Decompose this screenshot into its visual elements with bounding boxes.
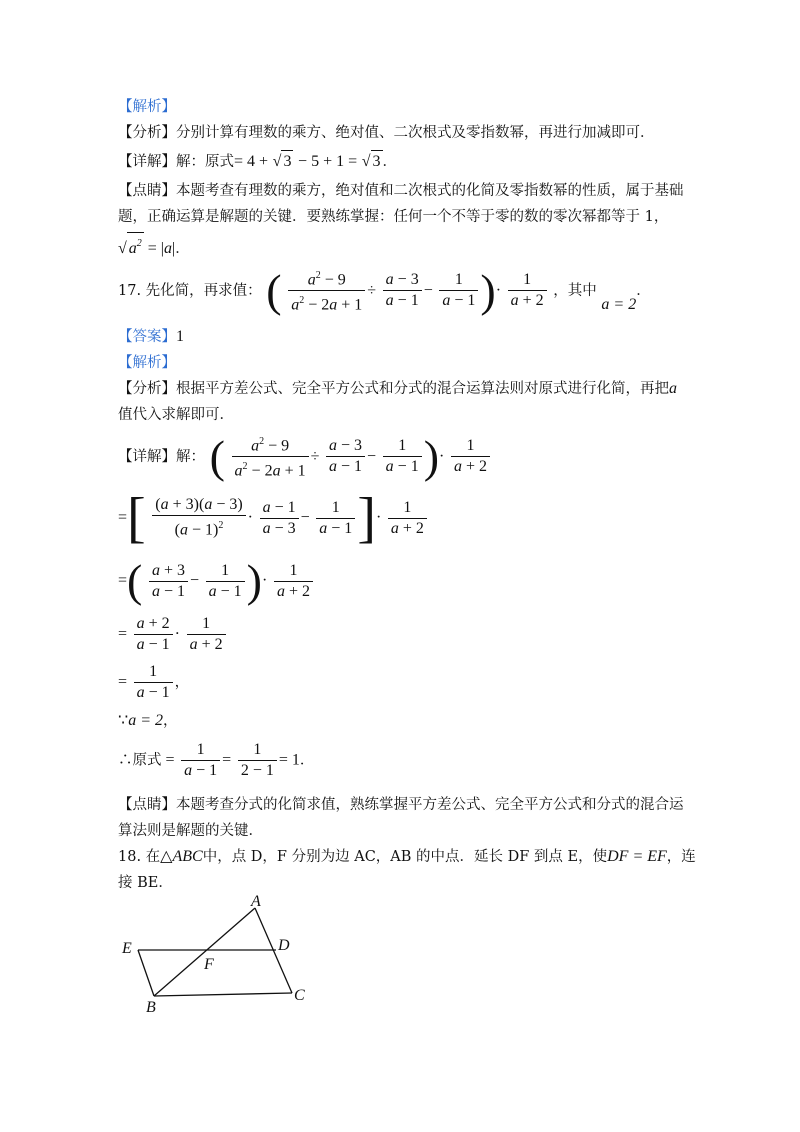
jiexi-tag: 【解析】	[118, 99, 176, 115]
fenxi-line2: 值代入求解即可．	[118, 407, 234, 423]
xiangjie-text: 解：	[176, 448, 205, 465]
dianjing-line2: 算法则是解题的关键．	[118, 823, 263, 839]
q18-text-b: 中，点 D，F 分别为边 AC，AB 的中点．延长 DF 到点 E，使	[202, 849, 608, 865]
line-ab	[154, 908, 255, 996]
q18-statement-1	[118, 846, 696, 868]
s16-xiangjie: 【详解】解：原式= 4 + √ 3 − 5 + 1 = √ 3 ．	[118, 150, 397, 173]
q17-because: ∵a = 2，	[118, 712, 178, 729]
expr-part-b: − 5 + 1 =	[298, 153, 358, 170]
s16-dianjing-2	[118, 206, 668, 228]
q17-step-3: = $\frac{a + 2}{a - 1}$ · $\frac{1}{a + 2}$	[118, 614, 228, 655]
label-a: A	[251, 893, 261, 910]
q17-step-2: =( $\frac{a + 3}{a - 1}$ − $\frac{1}{a - 1}$ )· $\frac{1}{a + 2}$	[118, 558, 315, 604]
s16-fenxi	[118, 122, 655, 144]
q17-dianjing-2	[118, 820, 263, 842]
because-expr: a = 2	[128, 712, 163, 729]
q17-fenxi-1	[118, 378, 677, 400]
s16-dianjing-3: √ $a^2 = |a|$．	[118, 232, 190, 260]
q17-statement: 17. 先化简，再求值： ( $\frac{a^2 - 9}{a^2 - 2a + 1}$ ÷ $\frac{a - 3}{a - 1}$ − $\frac{1}{a - 1}$ )· $\frac{1}{a + 2}$ ，其中 a = 2．	[118, 264, 651, 316]
period: ．	[175, 241, 190, 257]
line-eb	[138, 950, 154, 996]
line-bc	[154, 993, 292, 996]
label-c: C	[294, 987, 305, 1004]
label-e: E	[122, 940, 132, 957]
q17-dianjing-1	[118, 794, 684, 816]
dianjing-tag: 【点睛】	[118, 183, 176, 199]
dianjing-line1: 本题考查分式的化简求值，熟练掌握平方差公式、完全平方公式和分式的混合运	[176, 797, 684, 813]
sqrt-3b: 3	[371, 150, 383, 173]
label-f: F	[204, 956, 214, 973]
q17-jiexi-heading	[118, 352, 176, 374]
q17-prompt: 先化简，再求值：	[145, 282, 262, 299]
period: ．	[382, 154, 398, 170]
q18-number: 18.	[118, 849, 142, 865]
triangle-figure	[118, 890, 318, 1015]
q18-text-c: ，连	[666, 849, 696, 865]
q17-where-value: a = 2	[601, 295, 637, 313]
fenxi-var: a	[669, 380, 677, 397]
q17-number: 17.	[118, 282, 142, 299]
dianjing-tag: 【点睛】	[118, 797, 176, 813]
fenxi-text: 分别计算有理数的乘方、绝对值、二次根式及零指数幂，再进行加减即可．	[176, 125, 655, 141]
q17-step-0: 【详解】解： ( $\frac{a^2 - 9}{a^2 - 2a + 1}$ ÷ $\frac{a - 3}{a - 1}$ − $\frac{1}{a - 1}$ )· $\frac{1}{a + 2}$	[118, 432, 492, 482]
label-d: D	[278, 937, 290, 954]
s16-dianjing-1	[118, 180, 684, 202]
dianjing-line2: 题，正确运算是解题的关键．要熟练掌握：任何一个不等于零的数的零次幂都等于 1，	[118, 209, 669, 225]
jiexi-tag: 【解析】	[118, 355, 176, 371]
q18-triangle: △ABC	[160, 848, 203, 865]
label-b: B	[146, 999, 156, 1015]
xiangjie-text: 解：原式	[176, 154, 234, 170]
q17-where: ，其中	[553, 282, 597, 299]
fenxi-tag: 【分析】	[118, 125, 176, 141]
answer-value: 1	[176, 328, 184, 345]
expr-part-a: = 4 +	[234, 153, 269, 170]
therefore-text: ∴原式	[118, 752, 162, 769]
fenxi-line1: 根据平方差公式、完全平方公式和分式的混合运算法则对原式进行化简，再把	[176, 381, 669, 397]
q18-equation: DF = EF	[607, 848, 667, 865]
q18-line2: 接 BE．	[118, 875, 173, 891]
q17-fenxi-2	[118, 404, 234, 426]
q17-therefore: ∴原式 = $\frac{1}{a - 1}$ = $\frac{1}{2 - 1}$ = 1．	[118, 741, 315, 779]
answer-tag: 【答案】	[118, 329, 176, 345]
q18-text-a: 在	[145, 849, 161, 865]
s16-jiexi-heading	[118, 96, 176, 118]
sqrt-3: 3	[281, 150, 293, 173]
q17-step-1: =[ $\frac{(a + 3)(a - 3)}{(a - 1)^2}$ · $\frac{a - 1}{a - 3}$ − $\frac{1}{a - 1}$ ]· $\frac{1}{a + 2}$	[118, 490, 429, 546]
because-symbol: ∵	[118, 712, 129, 729]
xiangjie-tag: 【详解】	[118, 448, 176, 465]
q17-answer	[118, 326, 184, 348]
q17-step-4: = $\frac{1}{a - 1}$ ，	[118, 663, 190, 701]
dianjing-line1: 本题考查有理数的乘方，绝对值和二次根式的化简及零指数幂的性质，属于基础	[176, 183, 684, 199]
fenxi-tag: 【分析】	[118, 381, 176, 397]
xiangjie-tag: 【详解】	[118, 154, 176, 170]
